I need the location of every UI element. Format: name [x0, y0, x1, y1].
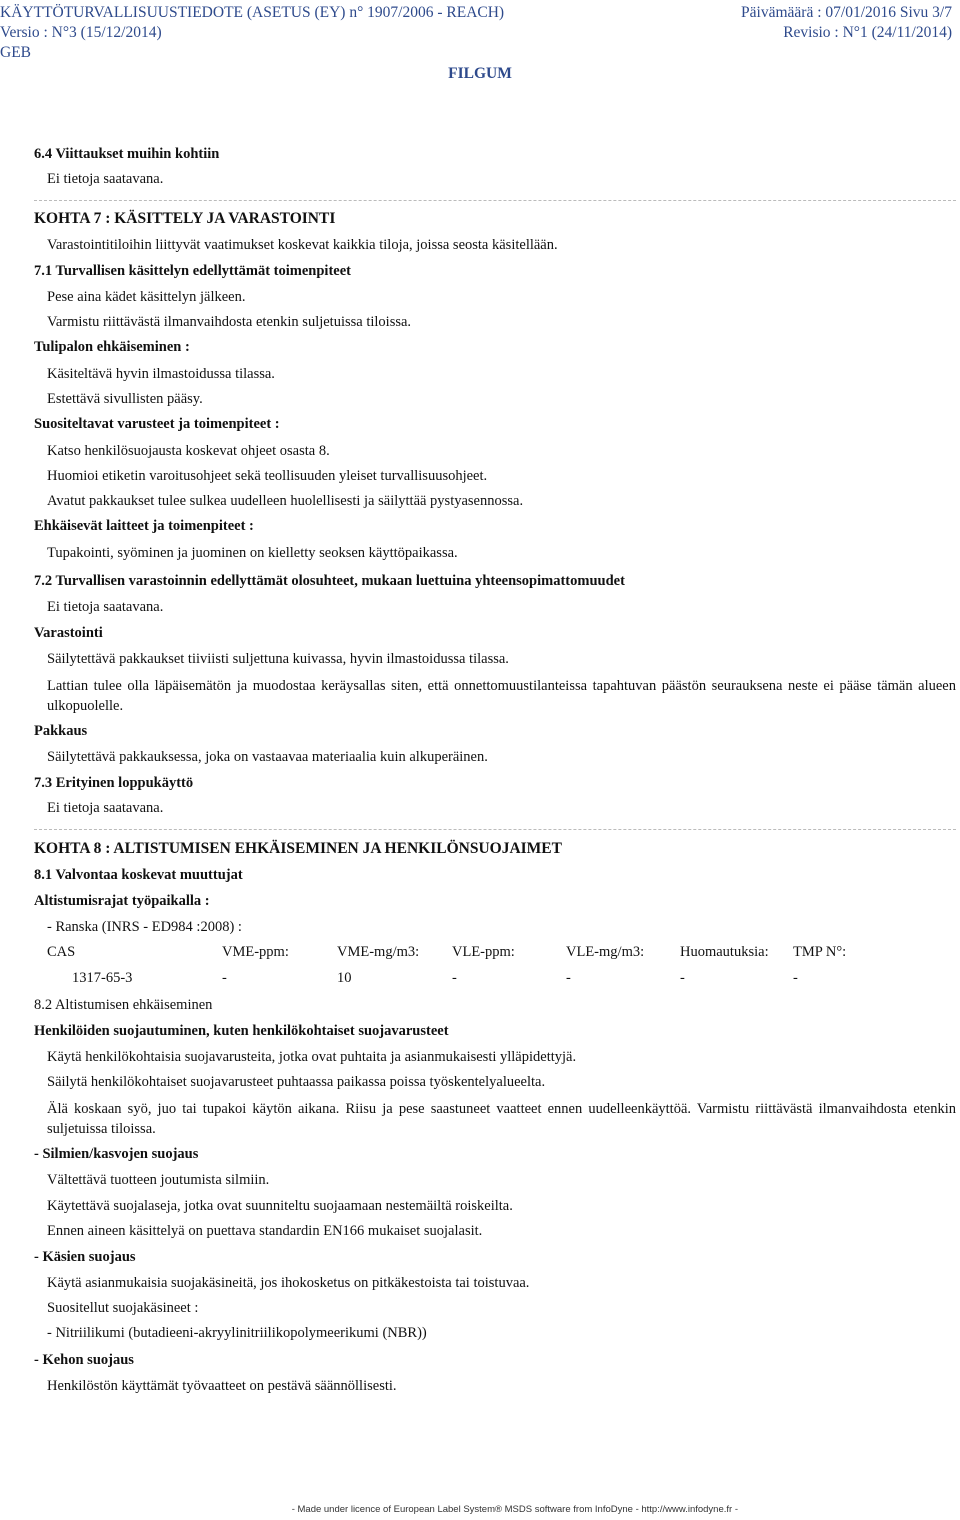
body-protection-line-1: Henkilöstön käyttämät työvaatteet on pestävä säännöllisesti. [47, 1378, 397, 1394]
fire-prevention-line-1: Käsiteltävä hyvin ilmastoidussa tilassa. [47, 366, 275, 382]
section-divider [34, 200, 956, 201]
section-7-title: KOHTA 7 : KÄSITTELY JA VARASTOINTI [34, 210, 336, 227]
recommended-equipment-line-3: Avatut pakkaukset tulee sulkea uudelleen huolellisesti ja säilyttää pystyasennossa. [47, 493, 524, 509]
fire-prevention-title: Tulipalon ehkäiseminen : [34, 339, 190, 355]
section-6-4-text: Ei tietoja saatavana. [47, 171, 164, 187]
hand-protection-title: - Käsien suojaus [34, 1249, 136, 1265]
hand-protection-line-3: - Nitriilikumi (butadieeni-akryylinitriilikopolymeerikumi (NBR)) [47, 1325, 427, 1341]
packaging-line-1: Säilytettävä pakkauksessa, joka on vastaavaa materiaalia kuin alkuperäinen. [47, 749, 488, 765]
ppe-line-2: Säilytä henkilökohtaiset suojavarusteet puhtaassa paikassa poissa työskentelyalueelta. [47, 1074, 546, 1090]
preventive-measures-line-1: Tupakointi, syöminen ja juominen on kielletty seoksen käyttöpaikassa. [47, 545, 458, 561]
recommended-equipment-title: Suositeltavat varusteet ja toimenpiteet : [34, 416, 280, 432]
fire-prevention-line-2: Estettävä sivullisten pääsy. [47, 391, 203, 407]
doc-header-date-page: Päivämäärä : 07/01/2016 Sivu 3/7 [741, 4, 952, 21]
table-header-vme-ppm: VME-ppm: [222, 944, 289, 960]
section-7-2-line-1: Ei tietoja saatavana. [47, 599, 164, 615]
section-8-title: KOHTA 8 : ALTISTUMISEN EHKÄISEMINEN JA HENKILÖNSUOJAIMET [34, 840, 562, 857]
recommended-equipment-line-2: Huomioi etiketin varoitusohjeet sekä teollisuuden yleiset turvallisuusohjeet. [47, 468, 488, 484]
table-cell-notes: - [680, 970, 685, 986]
hand-protection-line-1: Käytä asianmukaisia suojakäsineitä, jos ihokosketus on pitkäkestoista tai toistuvaa. [47, 1275, 530, 1291]
table-cell-vme-mgm3: 10 [337, 970, 352, 986]
packaging-title: Pakkaus [34, 723, 88, 739]
section-7-3-line-1: Ei tietoja saatavana. [47, 800, 164, 816]
eye-protection-line-2: Käytettävä suojalaseja, jotka ovat suunniteltu suojaamaan nestemäiltä roiskeilta. [47, 1198, 513, 1214]
preventive-measures-title: Ehkäisevät laitteet ja toimenpiteet : [34, 518, 254, 534]
doc-header-code: GEB [0, 44, 31, 61]
body-protection-title: - Kehon suojaus [34, 1352, 134, 1368]
storage-line-2: Lattian tulee olla läpäisemätön ja muodostaa keräysallas siten, että onnettomuustilanteissa tapahtuvan päästön seurauksena neste ei pääse tämän alueen ulkopuolelle. [47, 678, 956, 714]
ppe-line-3: Älä koskaan syö, juo tai tupakoi käytön aikana. Riisu ja pese saastuneet vaatteet ennen uudelleenkäyttöä. Varmistu riittävästä ilmanvaihdosta etenkin suljetuissa tiloissa. [47, 1101, 956, 1137]
section-7-intro: Varastointitiloihin liittyvät vaatimukset koskevat kaikkia tiloja, joissa seosta käsitellään. [47, 237, 558, 253]
section-6-4-title: 6.4 Viittaukset muihin kohtiin [34, 146, 220, 162]
doc-header-revision: Revisio : N°1 (24/11/2014) [783, 24, 952, 41]
section-8-2-title: 8.2 Altistumisen ehkäiseminen [34, 997, 213, 1013]
exposure-limits-title: Altistumisrajat työpaikalla : [34, 893, 210, 909]
doc-header-version: Versio : N°3 (15/12/2014) [0, 24, 162, 41]
table-cell-vme-ppm: - [222, 970, 227, 986]
section-7-1-line-1: Pese aina kädet käsittelyn jälkeen. [47, 289, 246, 305]
eye-protection-line-1: Vältettävä tuotteen joutumista silmiin. [47, 1172, 270, 1188]
table-cell-tmp: - [793, 970, 798, 986]
recommended-equipment-line-1: Katso henkilösuojausta koskevat ohjeet osasta 8. [47, 443, 330, 459]
hand-protection-line-2: Suositellut suojakäsineet : [47, 1300, 199, 1316]
storage-line-1: Säilytettävä pakkaukset tiiviisti suljettuna kuivassa, hyvin ilmastoidussa tilassa. [47, 651, 509, 667]
table-cell-cas: 1317-65-3 [72, 970, 133, 986]
storage-title: Varastointi [34, 625, 103, 641]
table-cell-vle-ppm: - [452, 970, 457, 986]
doc-header-title: KÄYTTÖTURVALLISUUSTIEDOTE (ASETUS (EY) n° 1907/2006 - REACH) [0, 4, 505, 21]
exposure-limits-source: - Ranska (INRS - ED984 :2008) : [47, 919, 242, 935]
ppe-title: Henkilöiden suojautuminen, kuten henkilökohtaiset suojavarusteet [34, 1023, 449, 1039]
footer-credit: - Made under licence of European Label System® MSDS software from InfoDyne - http://www.infodyne.fr - [291, 1504, 738, 1515]
eye-protection-title: - Silmien/kasvojen suojaus [34, 1146, 199, 1162]
product-name: FILGUM [448, 65, 512, 82]
table-header-cas: CAS [47, 944, 76, 960]
table-header-vle-mgm3: VLE-mg/m3: [566, 944, 645, 960]
table-header-vle-ppm: VLE-ppm: [452, 944, 515, 960]
table-header-notes: Huomautuksia: [680, 944, 769, 960]
section-7-2-title: 7.2 Turvallisen varastoinnin edellyttämät olosuhteet, mukaan luettuina yhteensopimattomuudet [34, 573, 625, 589]
section-7-1-line-2: Varmistu riittävästä ilmanvaihdosta etenkin suljetuissa tiloissa. [47, 314, 412, 330]
table-header-tmp: TMP N°: [793, 944, 847, 960]
section-7-3-title: 7.3 Erityinen loppukäyttö [34, 775, 194, 791]
eye-protection-line-3: Ennen aineen käsittelyä on puettava standardin EN166 mukaiset suojalasit. [47, 1223, 483, 1239]
table-header-vme-mgm3: VME-mg/m3: [337, 944, 420, 960]
ppe-line-1: Käytä henkilökohtaisia suojavarusteita, jotka ovat puhtaita ja asianmukaisesti ylläpidettyjä. [47, 1049, 577, 1065]
section-7-1-title: 7.1 Turvallisen käsittelyn edellyttämät toimenpiteet [34, 263, 351, 279]
table-cell-vle-mgm3: - [566, 970, 571, 986]
section-8-1-title: 8.1 Valvontaa koskevat muuttujat [34, 867, 243, 883]
section-divider [34, 829, 956, 830]
